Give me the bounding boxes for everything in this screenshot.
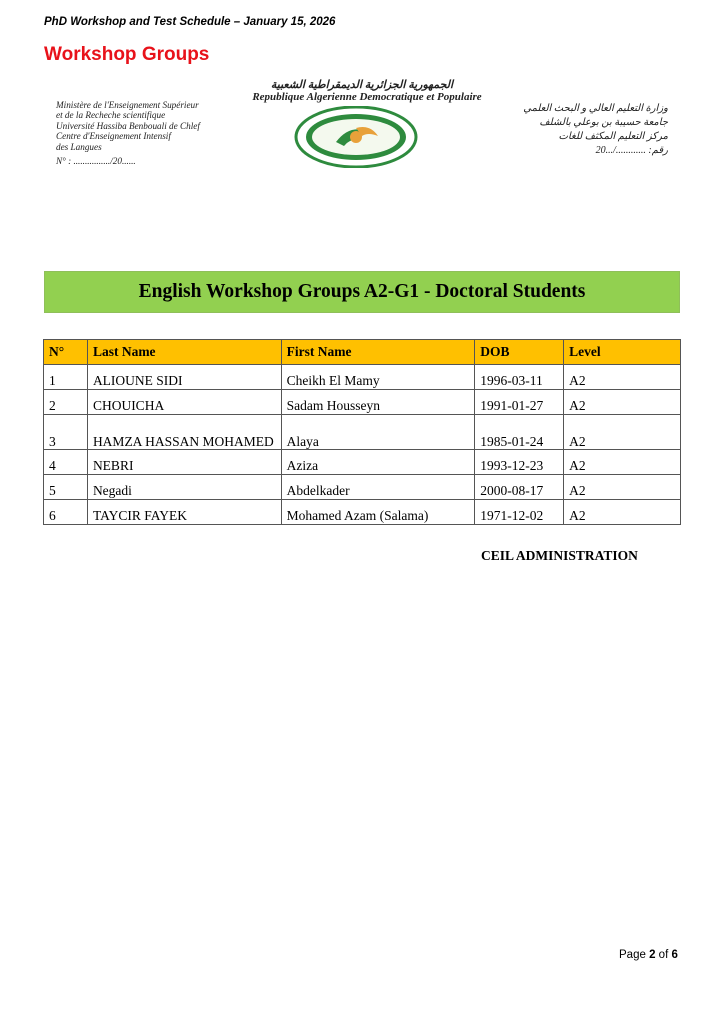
letterhead-fr-reference: N° : ................/20...... (56, 156, 136, 167)
letterhead-ar-line: مركز التعليم المكثف للغات (558, 131, 668, 142)
page-label: Page (619, 949, 646, 961)
cell-last-name: HAMZA HASSAN MOHAMED (87, 415, 281, 450)
letterhead-ar-line: وزارة التعليم العالي و البحث العلمي (523, 103, 668, 114)
cell-dob: 1985-01-24 (475, 415, 564, 450)
cell-last-name: ALIOUNE SIDI (87, 365, 281, 390)
cell-first-name: Alaya (281, 415, 475, 450)
group-banner: English Workshop Groups A2-G1 - Doctoral Students (44, 271, 680, 313)
column-header-first-name: First Name (281, 340, 475, 365)
column-header-number: N° (44, 340, 88, 365)
table-header-row (44, 340, 681, 365)
administration-signature: CEIL ADMINISTRATION (481, 548, 638, 563)
page-current: 2 (649, 949, 656, 961)
letterhead-fr-line: Ministère de l'Enseignement Supérieur (56, 100, 199, 110)
cell-dob: 1993-12-23 (475, 450, 564, 475)
letterhead-fr-line: et de la Recheche scientifique (56, 110, 166, 121)
cell-number: 6 (44, 500, 88, 525)
cell-level: A2 (564, 390, 681, 415)
cell-level: A2 (564, 450, 681, 475)
column-header-level: Level (564, 340, 681, 365)
table-row (44, 500, 681, 525)
letterhead-fr-line: Université Hassiba Benbouali de Chlef (56, 120, 200, 131)
column-header-dob: DOB (475, 340, 564, 365)
table-row (44, 475, 681, 500)
letterhead-republic-fr: Republique Algerienne Democratique et Populaire (252, 91, 482, 103)
letterhead-arabic-republic: الجمهورية الجزائرية الديمقراطية الشعبية (270, 79, 454, 91)
cell-first-name: Aziza (281, 450, 475, 475)
table-row (44, 365, 681, 390)
university-logo-icon (294, 106, 418, 168)
page-sep: of (658, 949, 669, 961)
cell-last-name: Negadi (87, 475, 281, 500)
cell-dob: 1996-03-11 (475, 365, 564, 390)
cell-number: 3 (44, 415, 88, 450)
cell-number: 5 (44, 475, 88, 500)
cell-dob: 1991-01-27 (475, 390, 564, 415)
letterhead-ar-line: جامعة حسيبة بن بوعلي بالشلف (539, 117, 668, 128)
cell-level: A2 (564, 475, 681, 500)
cell-last-name: NEBRI (87, 450, 281, 475)
column-header-last-name: Last Name (87, 340, 281, 365)
cell-level: A2 (564, 365, 681, 390)
cell-dob: 1971-12-02 (475, 500, 564, 525)
table-row (44, 390, 681, 415)
cell-first-name: Sadam Housseyn (281, 390, 475, 415)
cell-last-name: TAYCIR FAYEK (87, 500, 281, 525)
cell-level: A2 (564, 500, 681, 525)
cell-dob: 2000-08-17 (475, 475, 564, 500)
document-header-title: PhD Workshop and Test Schedule – January 15, 2026 (44, 16, 336, 28)
page-number (619, 949, 678, 961)
cell-number: 4 (44, 450, 88, 475)
page-total: 6 (671, 949, 678, 961)
cell-first-name: Cheikh El Mamy (281, 365, 475, 390)
university-letterhead (52, 78, 682, 170)
letterhead-ar-reference: رقم: ............/...20 (595, 145, 668, 156)
table-row (44, 415, 681, 450)
cell-number: 1 (44, 365, 88, 390)
table-row (44, 450, 681, 475)
students-table (43, 339, 681, 525)
cell-first-name: Abdelkader (281, 475, 475, 500)
cell-last-name: CHOUICHA (87, 390, 281, 415)
cell-first-name: Mohamed Azam (Salama) (281, 500, 475, 525)
cell-number: 2 (44, 390, 88, 415)
letterhead-arabic-block (523, 102, 668, 158)
letterhead-fr-line: Centre d'Enseignement Intensif (56, 131, 171, 142)
letterhead-fr-line: des Langues (56, 141, 102, 152)
section-title: Workshop Groups (44, 44, 210, 65)
cell-level: A2 (564, 415, 681, 450)
letterhead-french-block (56, 100, 200, 166)
